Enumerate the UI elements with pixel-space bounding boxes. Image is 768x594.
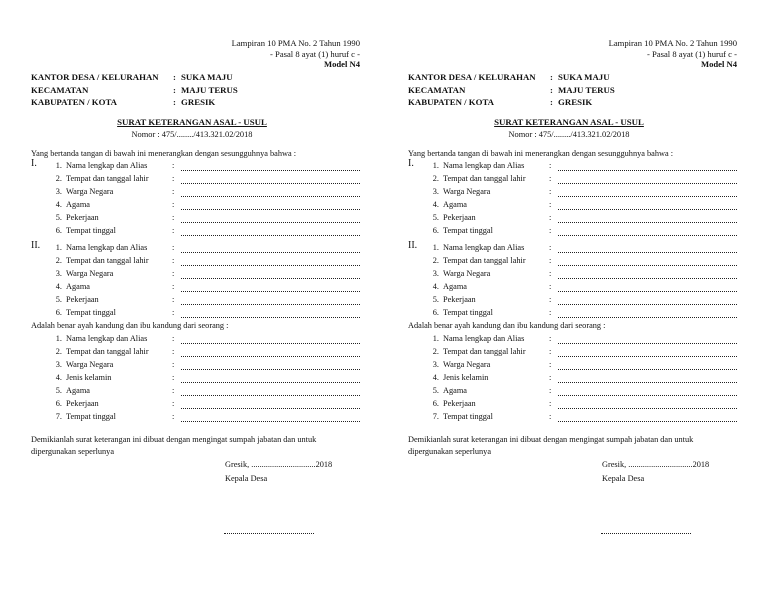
fill-in-line <box>558 252 737 253</box>
field-colon: : <box>549 386 552 395</box>
field-label: Tempat dan tanggal lahir <box>66 174 149 183</box>
field-label: Nama lengkap dan Alias <box>66 243 148 252</box>
form-field-row <box>50 243 360 255</box>
fill-in-line <box>558 183 737 184</box>
fill-in-line <box>558 278 737 279</box>
field-label: Pekerjaan <box>443 295 476 304</box>
office-info-colon: : <box>173 84 176 95</box>
fill-in-line <box>558 343 737 344</box>
form-field-row <box>50 360 360 372</box>
field-colon: : <box>549 295 552 304</box>
field-colon: : <box>549 243 552 252</box>
fill-in-line <box>181 278 360 279</box>
form-field-row <box>427 373 737 385</box>
field-number: 6. <box>55 308 62 317</box>
field-colon: : <box>549 412 552 421</box>
field-colon: : <box>172 200 175 209</box>
form-field-row <box>50 174 360 186</box>
fill-in-line <box>558 356 737 357</box>
fill-in-line <box>558 291 737 292</box>
form-field-row <box>427 269 737 281</box>
field-label: Tempat dan tanggal lahir <box>443 256 526 265</box>
field-label: Agama <box>66 200 90 209</box>
fill-in-line <box>181 265 360 266</box>
form-field-row <box>50 347 360 359</box>
office-info-colon: : <box>550 97 553 107</box>
office-info-key: KECAMATAN <box>408 84 466 95</box>
field-label: Pekerjaan <box>443 213 476 222</box>
form-field-row <box>427 360 737 372</box>
form-field-row <box>427 334 737 346</box>
form-field-row <box>50 226 360 238</box>
signature-line <box>601 533 691 534</box>
signature-role: Kepala Desa <box>225 474 268 483</box>
model-label: Model N4 <box>323 59 360 69</box>
field-colon: : <box>172 174 175 183</box>
field-colon: : <box>549 213 552 222</box>
field-number: 5. <box>55 213 62 222</box>
office-info-value: SUKA MAJU <box>181 72 233 82</box>
fill-in-line <box>558 209 737 210</box>
field-label: Tempat dan tanggal lahir <box>66 256 149 265</box>
field-colon: : <box>549 334 552 343</box>
field-label: Tempat dan tanggal lahir <box>443 347 526 356</box>
fill-in-line <box>558 382 737 383</box>
document-number: Nomor : 475/......../413.321.02/2018 <box>508 130 630 139</box>
form-field-row <box>50 200 360 212</box>
field-label: Agama <box>443 200 467 209</box>
fill-in-line <box>181 304 360 305</box>
fill-in-line <box>558 235 737 236</box>
closing-line-2: dipergunakan seperlunya <box>408 447 492 456</box>
field-label: Tempat dan tanggal lahir <box>66 347 149 356</box>
field-colon: : <box>172 399 175 408</box>
field-colon: : <box>549 187 552 196</box>
field-colon: : <box>172 213 175 222</box>
office-info-key: KANTOR DESA / KELURAHAN <box>408 72 536 82</box>
intro-text: Yang bertanda tangan di bawah ini menerangkan dengan sesungguhnya bahwa : <box>408 149 674 158</box>
field-colon: : <box>549 373 552 382</box>
field-number: 2. <box>55 256 62 265</box>
field-label: Warga Negara <box>66 269 114 278</box>
field-colon: : <box>549 226 552 235</box>
field-number: 2. <box>432 347 439 356</box>
form-field-row <box>50 399 360 411</box>
fill-in-line <box>181 222 360 223</box>
fill-in-line <box>181 196 360 197</box>
closing-line-2: dipergunakan seperlunya <box>31 447 115 456</box>
field-label: Warga Negara <box>66 360 114 369</box>
section-numeral: I. <box>31 158 37 169</box>
fill-in-line <box>181 382 360 383</box>
field-colon: : <box>172 187 175 196</box>
office-info-value: SUKA MAJU <box>558 72 610 82</box>
form-field-row <box>427 161 737 173</box>
form-field-row <box>427 256 737 268</box>
document-number: Nomor : 475/......../413.321.02/2018 <box>131 130 253 139</box>
field-colon: : <box>172 295 175 304</box>
office-info-key: KANTOR DESA / KELURAHAN <box>31 72 159 82</box>
field-colon: : <box>549 282 552 291</box>
office-info-row <box>408 72 748 84</box>
intro-text: Yang bertanda tangan di bawah ini menerangkan dengan sesungguhnya bahwa : <box>31 149 297 158</box>
field-colon: : <box>172 282 175 291</box>
field-number: 4. <box>432 200 439 209</box>
field-colon: : <box>549 174 552 183</box>
office-info <box>408 72 748 110</box>
field-colon: : <box>549 360 552 369</box>
article-line: - Pasal 8 ayat (1) huruf c - <box>647 49 737 59</box>
field-number: 2. <box>432 174 439 183</box>
field-label: Tempat tinggal <box>66 226 116 235</box>
field-number: 4. <box>432 282 439 291</box>
field-number: 6. <box>432 399 439 408</box>
field-colon: : <box>549 399 552 408</box>
fill-in-line <box>558 170 737 171</box>
fill-in-line <box>181 343 360 344</box>
field-number: 3. <box>55 187 62 196</box>
signature-role: Kepala Desa <box>602 474 645 483</box>
signature-line <box>224 533 314 534</box>
fill-in-line <box>181 317 360 318</box>
form-field-row <box>50 256 360 268</box>
field-colon: : <box>172 347 175 356</box>
field-number: 5. <box>432 386 439 395</box>
closing-line-1: Demikianlah surat keterangan ini dibuat dengan mengingat sumpah jabatan dan untuk <box>31 435 317 444</box>
section-numeral: II. <box>31 240 41 251</box>
field-number: 3. <box>432 360 439 369</box>
field-label: Tempat tinggal <box>443 308 493 317</box>
fill-in-line <box>181 170 360 171</box>
field-colon: : <box>549 269 552 278</box>
fill-in-line <box>181 369 360 370</box>
field-label: Warga Negara <box>66 187 114 196</box>
field-colon: : <box>172 161 175 170</box>
form-field-row <box>50 161 360 173</box>
field-colon: : <box>172 243 175 252</box>
field-number: 5. <box>432 295 439 304</box>
field-label: Tempat tinggal <box>443 226 493 235</box>
field-number: 1. <box>432 243 439 252</box>
form-field-row <box>427 308 737 320</box>
field-number: 7. <box>55 412 62 421</box>
field-label: Agama <box>443 282 467 291</box>
office-info-value: MAJU TERUS <box>558 84 615 95</box>
form-field-row <box>50 213 360 225</box>
form-field-row <box>50 187 360 199</box>
field-number: 2. <box>55 347 62 356</box>
field-label: Warga Negara <box>443 360 491 369</box>
field-number: 1. <box>55 161 62 170</box>
form-field-row <box>50 334 360 346</box>
field-colon: : <box>172 386 175 395</box>
form-field-row <box>427 243 737 255</box>
fill-in-line <box>181 421 360 422</box>
field-number: 4. <box>55 282 62 291</box>
section-numeral: II. <box>408 240 418 251</box>
field-label: Jenis kelamin <box>66 373 112 382</box>
office-info-key: KABUPATEN / KOTA <box>31 97 118 107</box>
field-label: Agama <box>66 386 90 395</box>
field-number: 1. <box>55 243 62 252</box>
field-label: Warga Negara <box>443 269 491 278</box>
form-field-row <box>50 386 360 398</box>
field-number: 1. <box>55 334 62 343</box>
office-info-colon: : <box>173 72 176 82</box>
field-label: Agama <box>443 386 467 395</box>
office-info-row <box>31 85 371 97</box>
office-info-row <box>31 97 371 109</box>
form-field-row <box>50 308 360 320</box>
attachment-line: Lampiran 10 PMA No. 2 Tahun 1990 <box>608 38 737 48</box>
signature-place-date: Gresik, ...............................2018 <box>225 460 333 469</box>
field-colon: : <box>549 308 552 317</box>
field-number: 2. <box>55 174 62 183</box>
document-title: SURAT KETERANGAN ASAL - USUL <box>117 117 267 127</box>
form-field-row <box>427 174 737 186</box>
document-title: SURAT KETERANGAN ASAL - USUL <box>494 117 644 127</box>
field-label: Nama lengkap dan Alias <box>66 161 148 170</box>
form-field-row <box>427 347 737 359</box>
form-field-row <box>427 386 737 398</box>
office-info-colon: : <box>550 84 553 95</box>
field-label: Tempat dan tanggal lahir <box>443 174 526 183</box>
field-number: 3. <box>55 269 62 278</box>
model-label: Model N4 <box>700 59 737 69</box>
form-field-row <box>427 226 737 238</box>
section-numeral: I. <box>408 158 414 169</box>
fill-in-line <box>558 408 737 409</box>
fill-in-line <box>558 265 737 266</box>
field-number: 6. <box>55 226 62 235</box>
office-info-key: KABUPATEN / KOTA <box>408 97 495 107</box>
form-field-row <box>427 295 737 307</box>
field-number: 5. <box>55 386 62 395</box>
fill-in-line <box>558 369 737 370</box>
field-colon: : <box>172 334 175 343</box>
form-field-row <box>427 200 737 212</box>
form-field-row <box>427 282 737 294</box>
field-label: Tempat tinggal <box>66 412 116 421</box>
field-number: 6. <box>55 399 62 408</box>
fill-in-line <box>181 395 360 396</box>
field-number: 6. <box>432 226 439 235</box>
field-label: Nama lengkap dan Alias <box>443 243 525 252</box>
field-colon: : <box>549 161 552 170</box>
fill-in-line <box>558 421 737 422</box>
signature-place-date: Gresik, ...............................2018 <box>602 460 710 469</box>
attachment-line: Lampiran 10 PMA No. 2 Tahun 1990 <box>231 38 360 48</box>
field-label: Pekerjaan <box>66 213 99 222</box>
form-field-row <box>50 282 360 294</box>
form-field-row <box>427 412 737 424</box>
fill-in-line <box>558 222 737 223</box>
fill-in-line <box>181 252 360 253</box>
attachment-reference <box>110 38 360 70</box>
form-field-row <box>50 269 360 281</box>
fill-in-line <box>558 196 737 197</box>
office-info <box>31 72 371 110</box>
fill-in-line <box>181 291 360 292</box>
field-colon: : <box>172 360 175 369</box>
field-colon: : <box>549 256 552 265</box>
field-label: Tempat tinggal <box>66 308 116 317</box>
form-page-right <box>377 0 761 594</box>
attachment-reference <box>487 38 737 70</box>
field-number: 1. <box>432 334 439 343</box>
form-field-row <box>427 213 737 225</box>
field-number: 5. <box>432 213 439 222</box>
field-colon: : <box>549 347 552 356</box>
field-label: Pekerjaan <box>443 399 476 408</box>
office-info-key: KECAMATAN <box>31 84 89 95</box>
article-line: - Pasal 8 ayat (1) huruf c - <box>270 49 360 59</box>
form-field-row <box>50 295 360 307</box>
field-label: Jenis kelamin <box>443 373 489 382</box>
field-label: Nama lengkap dan Alias <box>443 161 525 170</box>
field-number: 7. <box>432 412 439 421</box>
form-field-row <box>50 373 360 385</box>
field-label: Nama lengkap dan Alias <box>443 334 525 343</box>
field-number: 1. <box>432 161 439 170</box>
field-colon: : <box>549 200 552 209</box>
field-number: 4. <box>432 373 439 382</box>
office-info-value: GRESIK <box>558 97 593 107</box>
field-colon: : <box>172 226 175 235</box>
office-info-row <box>408 97 748 109</box>
office-info-row <box>408 85 748 97</box>
form-field-row <box>50 412 360 424</box>
field-number: 3. <box>432 269 439 278</box>
field-number: 3. <box>432 187 439 196</box>
field-label: Warga Negara <box>443 187 491 196</box>
fill-in-line <box>181 408 360 409</box>
office-info-colon: : <box>550 72 553 82</box>
field-label: Nama lengkap dan Alias <box>66 334 148 343</box>
fill-in-line <box>181 183 360 184</box>
form-field-row <box>427 399 737 411</box>
field-label: Pekerjaan <box>66 295 99 304</box>
field-colon: : <box>172 256 175 265</box>
field-number: 3. <box>55 360 62 369</box>
field-number: 5. <box>55 295 62 304</box>
parent-intro-text: Adalah benar ayah kandung dan ibu kandung dari seorang : <box>31 321 229 330</box>
field-number: 4. <box>55 200 62 209</box>
field-number: 6. <box>432 308 439 317</box>
fill-in-line <box>181 235 360 236</box>
office-info-row <box>31 72 371 84</box>
field-label: Pekerjaan <box>66 399 99 408</box>
fill-in-line <box>558 395 737 396</box>
parent-intro-text: Adalah benar ayah kandung dan ibu kandung dari seorang : <box>408 321 606 330</box>
fill-in-line <box>558 317 737 318</box>
fill-in-line <box>181 356 360 357</box>
form-field-row <box>427 187 737 199</box>
field-label: Tempat tinggal <box>443 412 493 421</box>
field-colon: : <box>172 373 175 382</box>
fill-in-line <box>558 304 737 305</box>
office-info-colon: : <box>173 97 176 107</box>
field-label: Agama <box>66 282 90 291</box>
field-colon: : <box>172 412 175 421</box>
field-number: 2. <box>432 256 439 265</box>
field-number: 4. <box>55 373 62 382</box>
office-info-value: MAJU TERUS <box>181 84 238 95</box>
field-colon: : <box>172 308 175 317</box>
fill-in-line <box>181 209 360 210</box>
closing-line-1: Demikianlah surat keterangan ini dibuat dengan mengingat sumpah jabatan dan untuk <box>408 435 694 444</box>
field-colon: : <box>172 269 175 278</box>
office-info-value: GRESIK <box>181 97 216 107</box>
